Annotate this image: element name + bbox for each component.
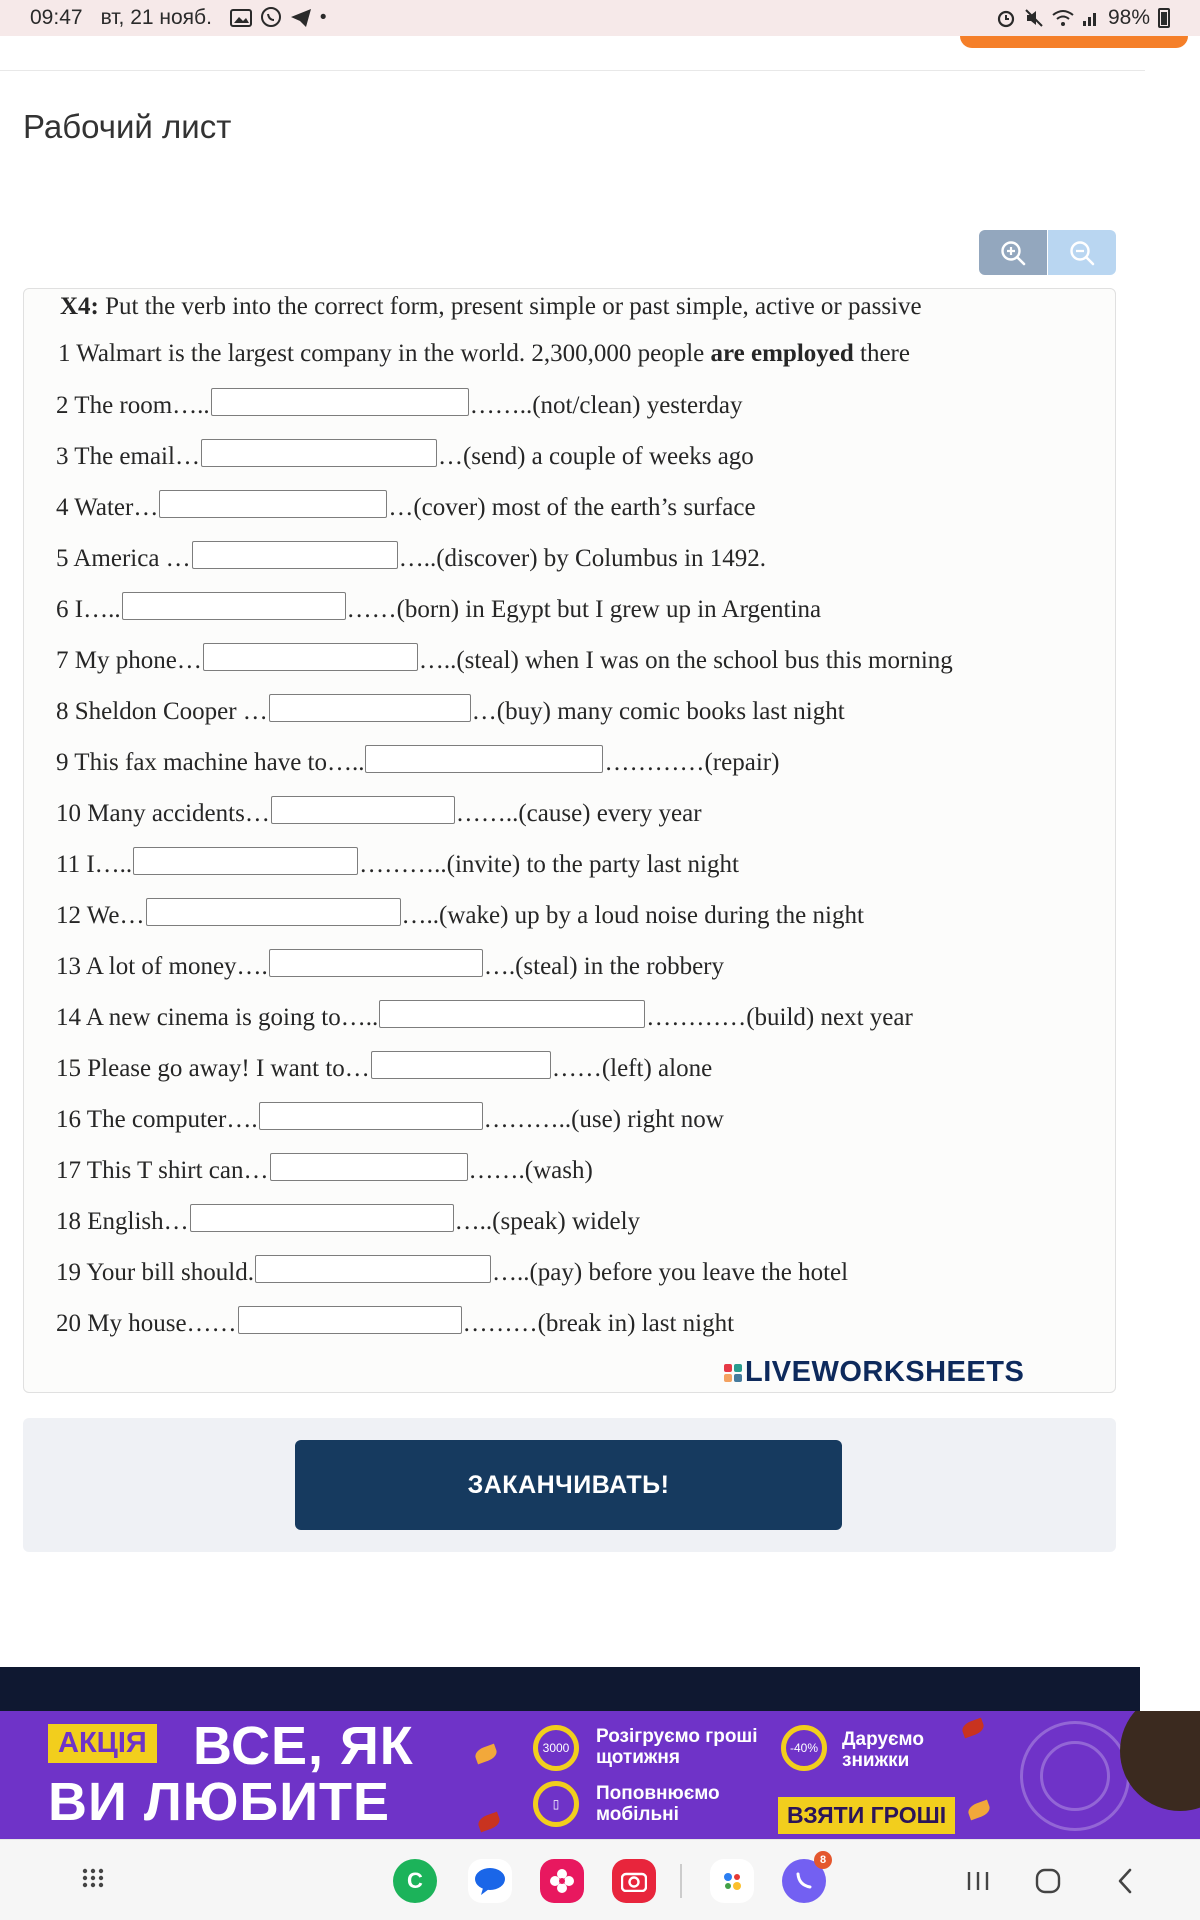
- example-answer: are employed: [710, 340, 854, 367]
- answer-input[interactable]: [371, 1051, 551, 1079]
- logo-mark-icon: [724, 1364, 742, 1382]
- exercise-text-before: 18 English…: [56, 1208, 189, 1236]
- finish-button[interactable]: ЗАКАНЧИВАТЬ!: [295, 1440, 842, 1530]
- exercise-text-after: …..(pay) before you leave the hotel: [491, 1259, 849, 1287]
- answer-input[interactable]: [269, 949, 483, 977]
- exercise-text-after: …..(steal) when I was on the school bus this morning: [418, 647, 953, 675]
- status-time: 09:47: [30, 6, 83, 29]
- ad-offer-mobile: Поповнюємо мобільні: [596, 1783, 720, 1825]
- ad-banner[interactable]: [0, 1711, 1200, 1839]
- gallery-icon: [230, 8, 252, 28]
- exercise-number: X4:: [60, 293, 99, 320]
- instructions: Put the verb into the correct form, present simple or past simple, active or passive: [105, 293, 922, 320]
- exercise-text-before: 2 The room…..: [56, 392, 210, 420]
- exercise-text-after: …(send) a couple of weeks ago: [437, 443, 754, 471]
- telegram-status-icon: [290, 8, 312, 28]
- exercise-text-after: …..(speak) widely: [454, 1208, 641, 1236]
- exercise-text-before: 17 This T shirt can…: [56, 1157, 269, 1185]
- exercise-text-after: …….(wash): [468, 1157, 593, 1185]
- home-button[interactable]: [1028, 1861, 1068, 1901]
- discount-icon: -40%: [781, 1725, 827, 1771]
- answer-input[interactable]: [190, 1204, 454, 1232]
- exercise-text-before: 9 This fax machine have to…..: [56, 749, 365, 777]
- exercise-text-after: ………(break in) last night: [462, 1310, 735, 1338]
- answer-input[interactable]: [238, 1306, 462, 1334]
- exercise-row: [56, 745, 779, 779]
- exercise-text-after: ………..(use) right now: [483, 1106, 724, 1134]
- answer-input[interactable]: [270, 1153, 468, 1181]
- exercise-text-before: 12 We…: [56, 902, 145, 930]
- exercise-text-after: ……(born) in Egypt but I grew up in Argentina: [346, 596, 822, 624]
- answer-input[interactable]: [122, 592, 346, 620]
- exercise-text-before: 10 Many accidents…: [56, 800, 270, 828]
- mobile-topup-icon: ▯: [533, 1781, 579, 1827]
- exercise-row: [56, 1102, 724, 1136]
- signal-icon: [1082, 9, 1100, 27]
- exercise-text-before: 3 The email…: [56, 443, 200, 471]
- system-nav-bar: [0, 1839, 1200, 1920]
- exercise-text-after: ………..(invite) to the party last night: [359, 851, 739, 879]
- exercise-row: [56, 1000, 913, 1034]
- exercise-text-before: 16 The computer….: [56, 1106, 258, 1134]
- zoom-controls: [979, 230, 1116, 275]
- exercise-text-after: ……(left) alone: [551, 1055, 713, 1083]
- leaf-decoration-icon: [473, 1744, 498, 1765]
- ad-promo-tag: АКЦІЯ: [48, 1724, 157, 1763]
- exercise-text-before: 5 America …: [56, 545, 191, 573]
- exercise-text-after: …(cover) most of the earth’s surface: [388, 494, 756, 522]
- exercise-row: [56, 490, 756, 524]
- recents-icon: [965, 1870, 991, 1892]
- exercise-text-before: 11 I…..: [56, 851, 133, 879]
- zoom-in-icon: [999, 239, 1027, 267]
- answer-input[interactable]: [203, 643, 418, 671]
- worksheet-heading: [60, 293, 922, 321]
- exercise-text-after: ….(steal) in the robbery: [483, 953, 725, 981]
- viber-app-icon[interactable]: [782, 1854, 827, 1903]
- exercise-text-before: 20 My house……: [56, 1310, 237, 1338]
- exercise-text-before: 4 Water…: [56, 494, 159, 522]
- exercise-text-before: 15 Please go away! I want to…: [56, 1055, 370, 1083]
- ad-cta-button[interactable]: ВЗЯТИ ГРОШІ: [778, 1797, 955, 1834]
- ad-decoration: [1010, 1711, 1200, 1839]
- answer-input[interactable]: [379, 1000, 645, 1028]
- worksheet: [23, 288, 1116, 1393]
- phone-app-icon[interactable]: C: [393, 1859, 437, 1903]
- mute-icon: [1024, 8, 1044, 28]
- status-bar: [0, 0, 1200, 36]
- ad-headline-line2: ВИ ЛЮБИТЕ: [48, 1772, 391, 1832]
- zoom-out-button[interactable]: [1048, 230, 1116, 275]
- exercise-row: [56, 898, 864, 932]
- ad-headline-line1: ВСЕ, ЯК: [193, 1716, 414, 1776]
- exercise-row: [56, 1255, 848, 1289]
- exercise-text-before: 14 A new cinema is going to…..: [56, 1004, 379, 1032]
- exercise-text-before: 13 A lot of money….: [56, 953, 268, 981]
- battery-icon: [1158, 8, 1170, 28]
- exercise-row: [56, 949, 724, 983]
- exercise-text-before: 8 Sheldon Cooper …: [56, 698, 268, 726]
- exercise-row: [56, 1153, 593, 1187]
- exercise-text-before: 7 My phone…: [56, 647, 202, 675]
- exercise-row: [56, 694, 845, 728]
- more-notifications-icon: •: [319, 7, 327, 28]
- example-row: [58, 337, 910, 371]
- leaf-decoration-icon: [960, 1718, 985, 1739]
- ad-offer-discount: Даруємо знижки: [842, 1729, 924, 1771]
- viber-status-icon: [260, 7, 282, 29]
- footer-band: [0, 1667, 1140, 1712]
- exercise-text-after: …..(discover) by Columbus in 1492.: [398, 545, 767, 573]
- zoom-out-icon: [1068, 239, 1096, 267]
- exercise-row: [56, 643, 953, 677]
- exercise-row: [56, 1204, 640, 1238]
- divider: [0, 70, 1145, 71]
- back-button[interactable]: [1105, 1861, 1145, 1901]
- page-title: Рабочий лист: [23, 108, 232, 145]
- answer-input[interactable]: [146, 898, 401, 926]
- apps-grid-icon: [82, 1868, 110, 1888]
- exercise-text-after: …………(repair): [604, 749, 780, 777]
- exercise-row: [56, 1051, 712, 1085]
- exercise-row: [56, 388, 743, 422]
- answer-input[interactable]: [255, 1255, 491, 1283]
- leaf-decoration-icon: [966, 1800, 991, 1821]
- answer-input[interactable]: [133, 847, 358, 875]
- exercise-row: [56, 1306, 734, 1340]
- exercise-text-before: 6 I…..: [56, 596, 121, 624]
- exercise-text-after: …………(build) next year: [646, 1004, 913, 1032]
- answer-input[interactable]: [192, 541, 398, 569]
- messages-app-icon[interactable]: [468, 1859, 512, 1903]
- answer-input[interactable]: [211, 388, 469, 416]
- answer-input[interactable]: [269, 694, 471, 722]
- leaf-decoration-icon: [476, 1812, 501, 1833]
- answer-input[interactable]: [271, 796, 455, 824]
- ad-offer-draw: Розігруємо гроші щотижня: [596, 1726, 758, 1768]
- status-left: [30, 6, 327, 30]
- example-suffix: there: [860, 340, 910, 367]
- camera-app-icon[interactable]: [612, 1859, 656, 1903]
- exercise-text-after: ……..(cause) every year: [455, 800, 702, 828]
- wifi-icon: [1052, 9, 1074, 27]
- recents-button[interactable]: [958, 1861, 998, 1901]
- coin-icon: 3000: [533, 1725, 579, 1771]
- alarm-icon: [996, 8, 1016, 28]
- dock-divider: [680, 1864, 682, 1898]
- exercise-text-after: …(buy) many comic books last night: [471, 698, 845, 726]
- battery-level: 98%: [1107, 6, 1150, 29]
- exercise-text-after: …..(wake) up by a loud noise during the night: [401, 902, 864, 930]
- exercise-row: [56, 796, 702, 830]
- exercise-text-before: 19 Your bill should.: [56, 1259, 254, 1287]
- apps-grid-button[interactable]: [78, 1860, 114, 1896]
- exercise-row: [56, 592, 821, 626]
- exercise-text-after: ……..(not/clean) yesterday: [469, 392, 743, 420]
- back-icon: [1116, 1868, 1134, 1894]
- header-accent-tab: [960, 36, 1188, 48]
- exercise-row: [56, 847, 739, 881]
- zoom-in-button[interactable]: [979, 230, 1047, 275]
- status-right: [996, 6, 1170, 30]
- exercise-row: [56, 541, 766, 575]
- logo-text: LIVEWORKSHEETS: [745, 1356, 1025, 1388]
- home-icon: [1035, 1868, 1061, 1894]
- exercise-row: [56, 439, 754, 473]
- status-date: вт, 21 нояб.: [100, 6, 212, 29]
- flower-app-icon[interactable]: [540, 1859, 584, 1903]
- example-prefix: 1 Walmart is the largest company in the world. 2,300,000 people: [58, 340, 705, 367]
- liveworksheets-logo: [724, 1356, 1024, 1389]
- answer-input[interactable]: [365, 745, 603, 773]
- answer-input[interactable]: [259, 1102, 483, 1130]
- answer-input[interactable]: [159, 490, 387, 518]
- finish-panel: [23, 1418, 1116, 1552]
- notification-icons: [230, 7, 327, 29]
- recent-app-icon[interactable]: [710, 1859, 754, 1903]
- notification-badge: 8: [814, 1851, 832, 1869]
- answer-input[interactable]: [201, 439, 437, 467]
